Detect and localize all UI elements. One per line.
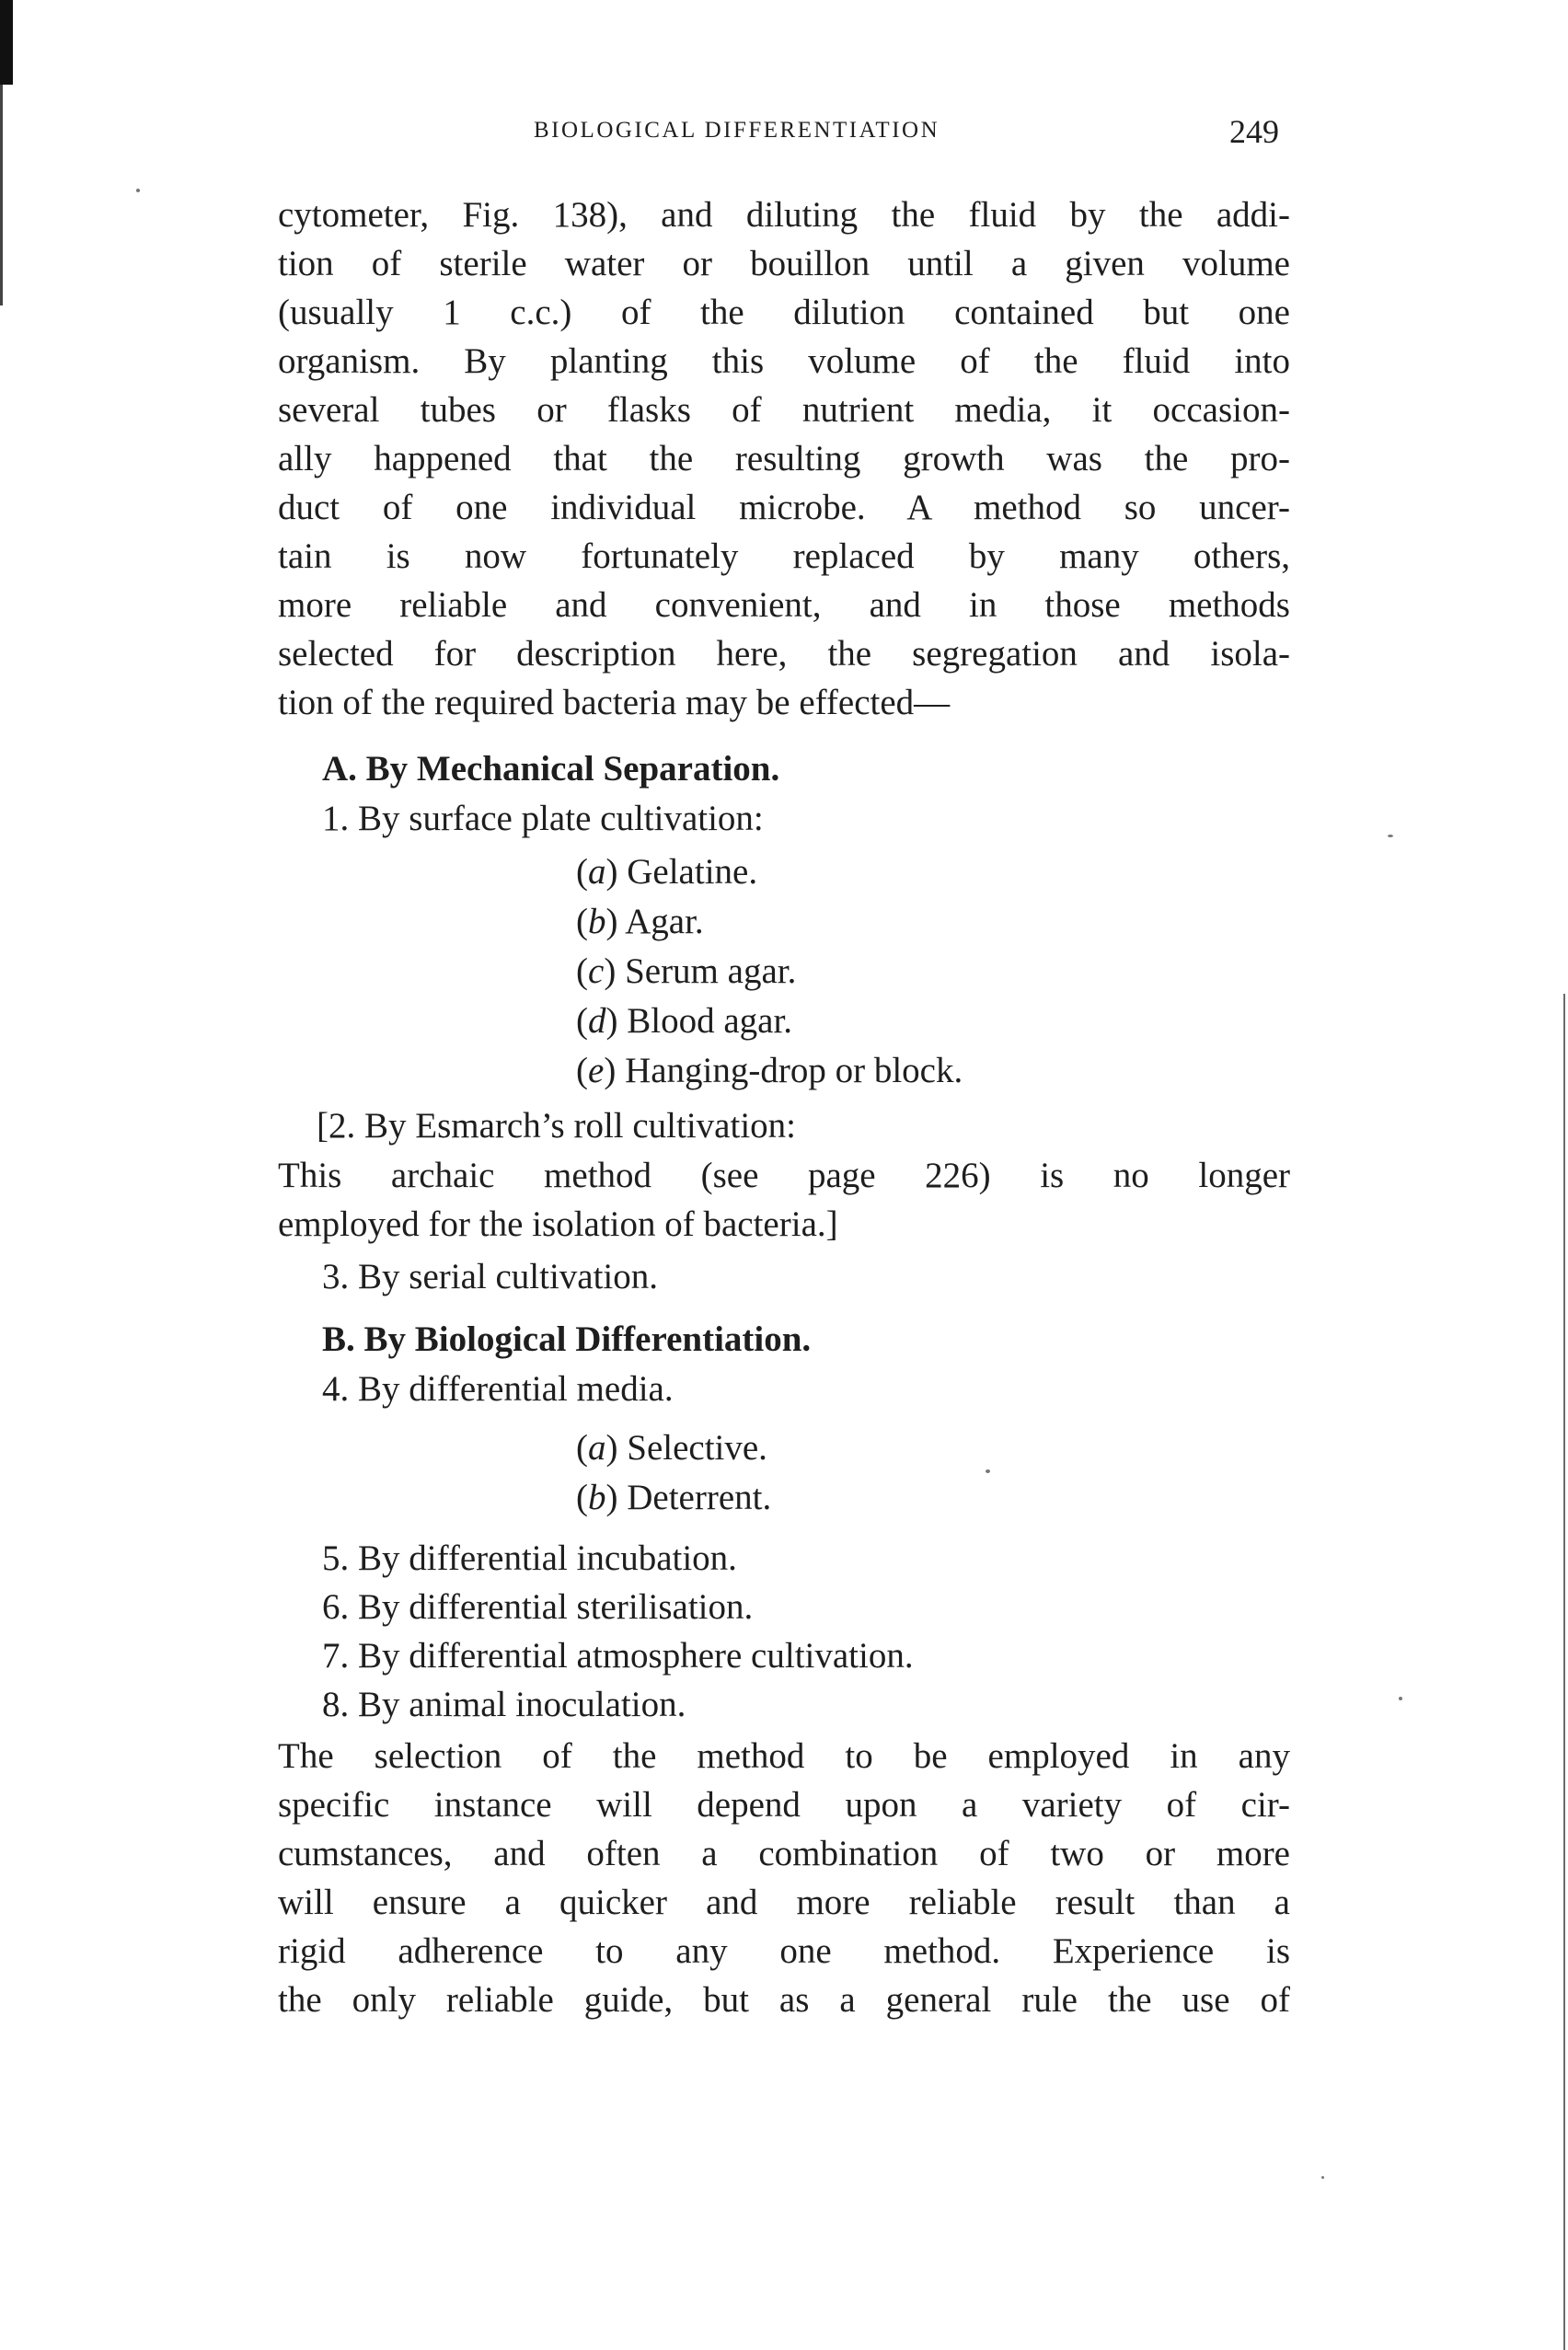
sub-list-item: (d) Blood agar. — [576, 1001, 793, 1041]
list-item: 5. By differential incubation. — [322, 1538, 737, 1578]
sub-item-letter: a — [588, 852, 606, 892]
sub-list-item: (c) Serum agar. — [576, 951, 797, 991]
list-item: 7. By differential atmosphere cultivation. — [322, 1636, 914, 1676]
text-line: (usually 1 c.c.) of the dilution contained but one — [278, 293, 1290, 332]
sub-item-letter: a — [588, 1428, 606, 1468]
text-line: This archaic method (see page 226) is no longer — [278, 1156, 1290, 1195]
scan-edge-line — [0, 85, 3, 305]
text-line: selected for description here, the segregation and isola- — [278, 634, 1290, 674]
sub-item-letter: e — [588, 1051, 605, 1090]
text-line: duct of one individual microbe. A method so uncer- — [278, 488, 1290, 527]
sub-item-letter: b — [588, 902, 606, 941]
running-title: BIOLOGICAL DIFFERENTIATION — [534, 118, 940, 143]
list-item: 8. By animal inoculation. — [322, 1685, 686, 1724]
scan-edge-mark — [0, 0, 13, 85]
list-item: 3. By serial cultivation. — [322, 1257, 659, 1296]
scan-speck — [136, 189, 140, 192]
text-line: cytometer, Fig. 138), and diluting the fluid by the addi- — [278, 195, 1290, 235]
sub-item-text: Agar. — [625, 902, 704, 941]
page-number: 249 — [1229, 113, 1279, 150]
text-line: tion of sterile water or bouillon until a given volume — [278, 244, 1290, 283]
list-item: 4. By differential media. — [322, 1369, 674, 1409]
sub-item-text: Selective. — [627, 1428, 767, 1468]
scan-right-rule — [1563, 994, 1565, 2350]
sub-list-item: (b) Agar. — [576, 902, 704, 941]
scan-speck — [1399, 1697, 1402, 1700]
text-line: the only reliable guide, but as a general rule the use of — [278, 1980, 1290, 2020]
sub-item-text: Blood agar. — [627, 1001, 793, 1041]
scan-speck — [986, 1469, 990, 1473]
sub-list-item: (a) Selective. — [576, 1428, 767, 1468]
sub-item-letter: b — [588, 1478, 606, 1517]
sub-list-item: (e) Hanging-drop or block. — [576, 1051, 963, 1090]
text-line: cumstances, and often a combination of two or more — [278, 1834, 1290, 1873]
text-line: tion of the required bacteria may be effected— — [278, 683, 951, 722]
sub-list-item: (b) Deterrent. — [576, 1478, 772, 1517]
section-heading: A. By Mechanical Separation. — [322, 749, 780, 789]
sub-item-text: Hanging-drop or block. — [625, 1051, 963, 1090]
list-item: [2. By Esmarch’s roll cultivation: — [317, 1106, 796, 1146]
text-line: more reliable and convenient, and in those methods — [278, 585, 1290, 625]
page-header — [276, 113, 1288, 160]
text-line: rigid adherence to any one method. Experience is — [278, 1931, 1290, 1971]
sub-item-letter: c — [588, 951, 605, 991]
scan-speck — [1321, 2176, 1324, 2179]
scan-speck — [1388, 835, 1393, 837]
list-item: 1. By surface plate cultivation: — [322, 799, 764, 838]
text-line: several tubes or flasks of nutrient media, it occasion- — [278, 390, 1290, 430]
sub-item-text: Deterrent. — [627, 1478, 772, 1517]
text-line: ally happened that the resulting growth was the pro- — [278, 439, 1290, 478]
sub-item-letter: d — [588, 1001, 606, 1041]
list-item: 6. By differential sterilisation. — [322, 1587, 754, 1627]
text-line: organism. By planting this volume of the fluid into — [278, 341, 1290, 381]
sub-item-text: Serum agar. — [625, 951, 797, 991]
sub-list-item: (a) Gelatine. — [576, 852, 758, 892]
section-heading: B. By Biological Differentiation. — [322, 1319, 812, 1359]
sub-item-text: Gelatine. — [627, 852, 758, 892]
text-line: specific instance will depend upon a variety of cir- — [278, 1785, 1290, 1825]
text-line: employed for the isolation of bacteria.] — [278, 1204, 838, 1244]
text-line: tain is now fortunately replaced by many others, — [278, 536, 1290, 576]
text-line: The selection of the method to be employed in any — [278, 1736, 1290, 1776]
text-line: will ensure a quicker and more reliable result than a — [278, 1883, 1290, 1922]
